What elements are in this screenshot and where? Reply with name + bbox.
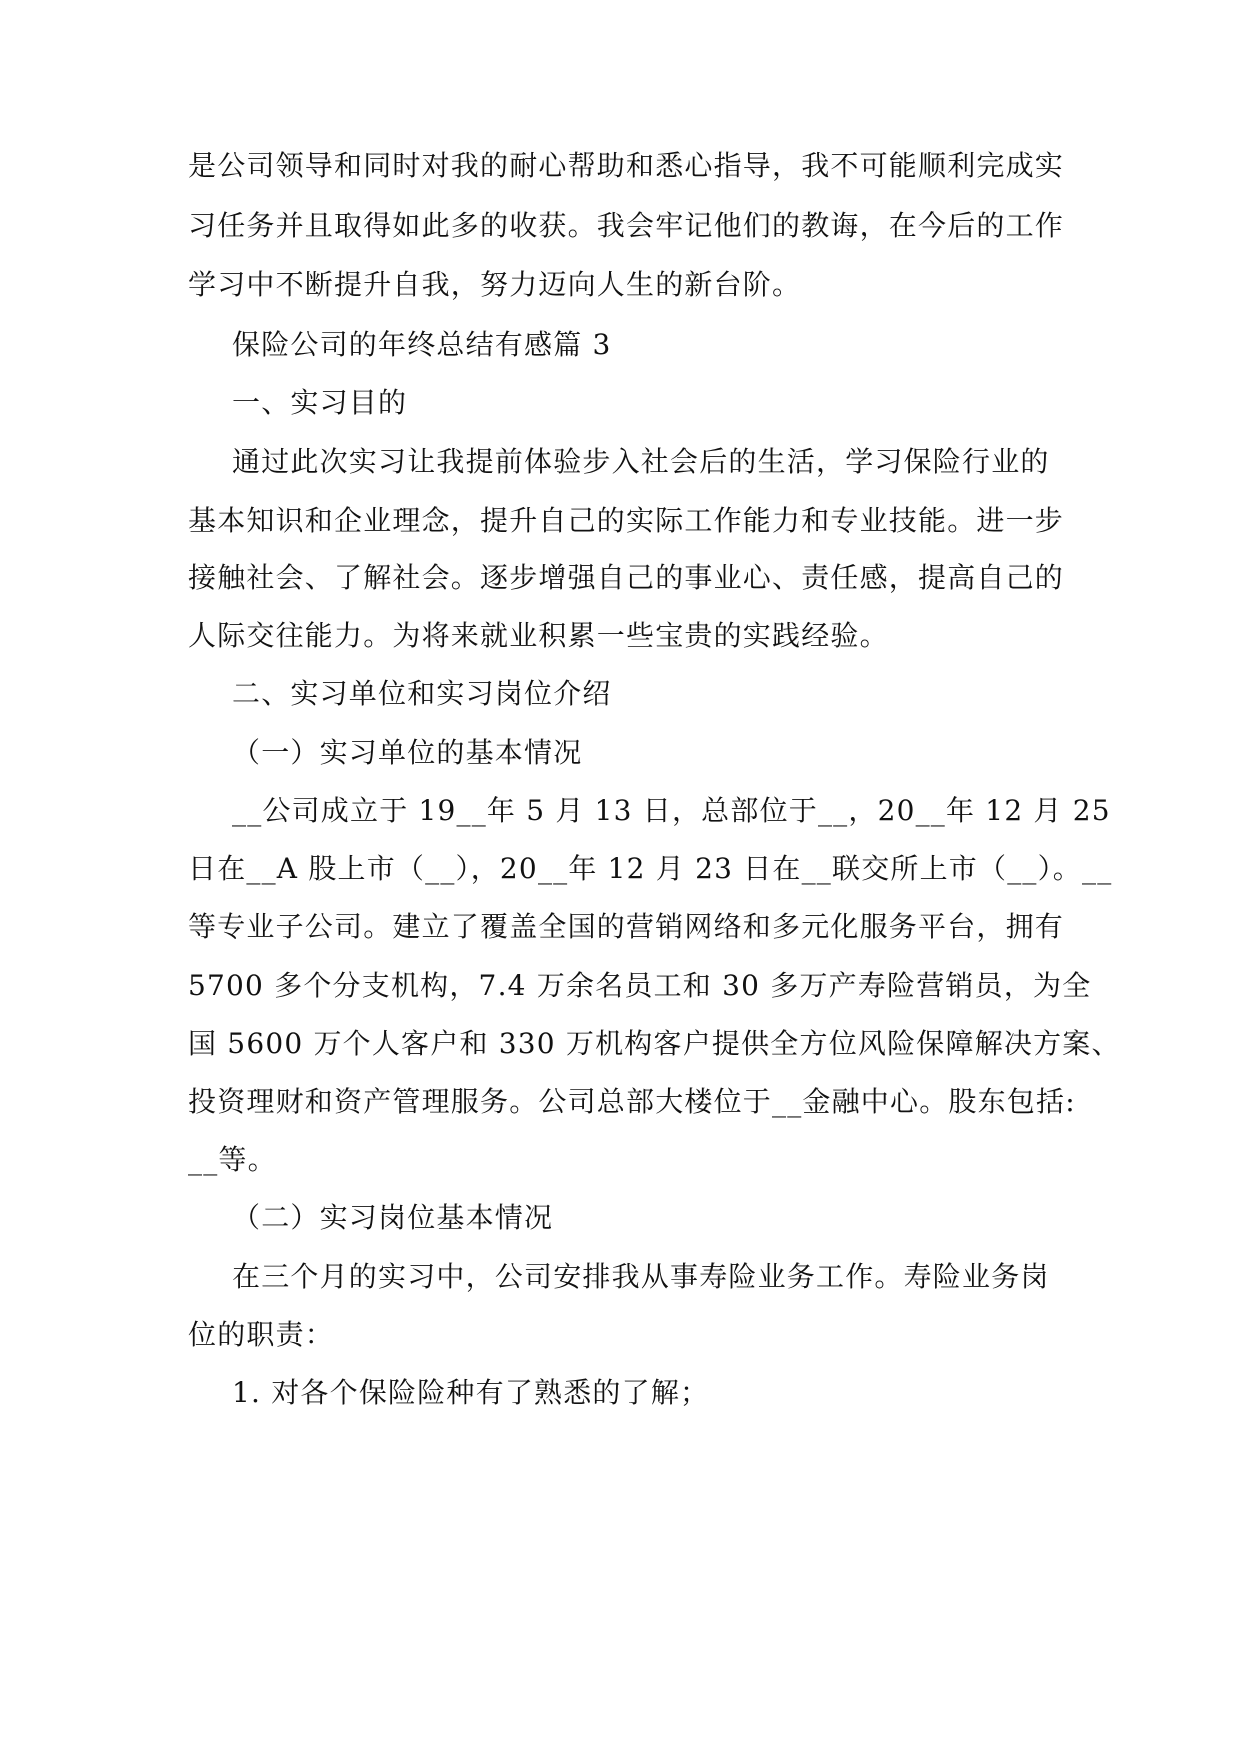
list-item: 1. 对各个保险险种有了熟悉的了解；: [232, 1376, 710, 1409]
paragraph-line: 接触社会、了解社会。逐步增强自己的事业心、责任感，提高自己的: [188, 561, 1065, 594]
paragraph-line: 是公司领导和同时对我的耐心帮助和悉心指导，我不可能顺利完成实: [188, 149, 1065, 182]
paragraph-line: 基本知识和企业理念，提升自己的实际工作能力和专业技能。进一步: [188, 504, 1065, 537]
section-title: 保险公司的年终总结有感篇 3: [232, 328, 612, 361]
paragraph-line: 通过此次实习让我提前体验步入社会后的生活，学习保险行业的: [232, 445, 1050, 478]
paragraph-line: 人际交往能力。为将来就业积累一些宝贵的实践经验。: [188, 619, 889, 652]
paragraph-line: 习任务并且取得如此多的收获。我会牢记他们的教诲，在今后的工作: [188, 209, 1065, 242]
section-heading: 一、实习目的: [232, 386, 408, 419]
paragraph-line: 等专业子公司。建立了覆盖全国的营销网络和多元化服务平台，拥有: [188, 910, 1065, 943]
subsection-heading: （一）实习单位的基本情况: [232, 736, 583, 769]
paragraph-line: __公司成立于 19__年 5 月 13 日，总部位于__，20__年 12 月 25: [232, 794, 1111, 827]
paragraph-line: __等。: [188, 1143, 277, 1176]
paragraph-line: 5700 多个分支机构，7.4 万余名员工和 30 多万产寿险营销员，为全: [188, 969, 1092, 1002]
section-heading: 二、实习单位和实习岗位介绍: [232, 677, 612, 710]
subsection-heading: （二）实习岗位基本情况: [232, 1201, 554, 1234]
paragraph-line: 学习中不断提升自我，努力迈向人生的新台阶。: [188, 268, 802, 301]
paragraph-line: 在三个月的实习中，公司安排我从事寿险业务工作。寿险业务岗: [232, 1260, 1050, 1293]
paragraph-line: 日在__A 股上市（__），20__年 12 月 23 日在__联交所上市（__）。__: [188, 852, 1113, 885]
paragraph-line: 国 5600 万个人客户和 330 万机构客户提供全方位风险保障解决方案、: [188, 1027, 1121, 1060]
paragraph-line: 位的职责：: [188, 1318, 335, 1351]
paragraph-line: 投资理财和资产管理服务。公司总部大楼位于__金融中心。股东包括:: [188, 1085, 1076, 1118]
